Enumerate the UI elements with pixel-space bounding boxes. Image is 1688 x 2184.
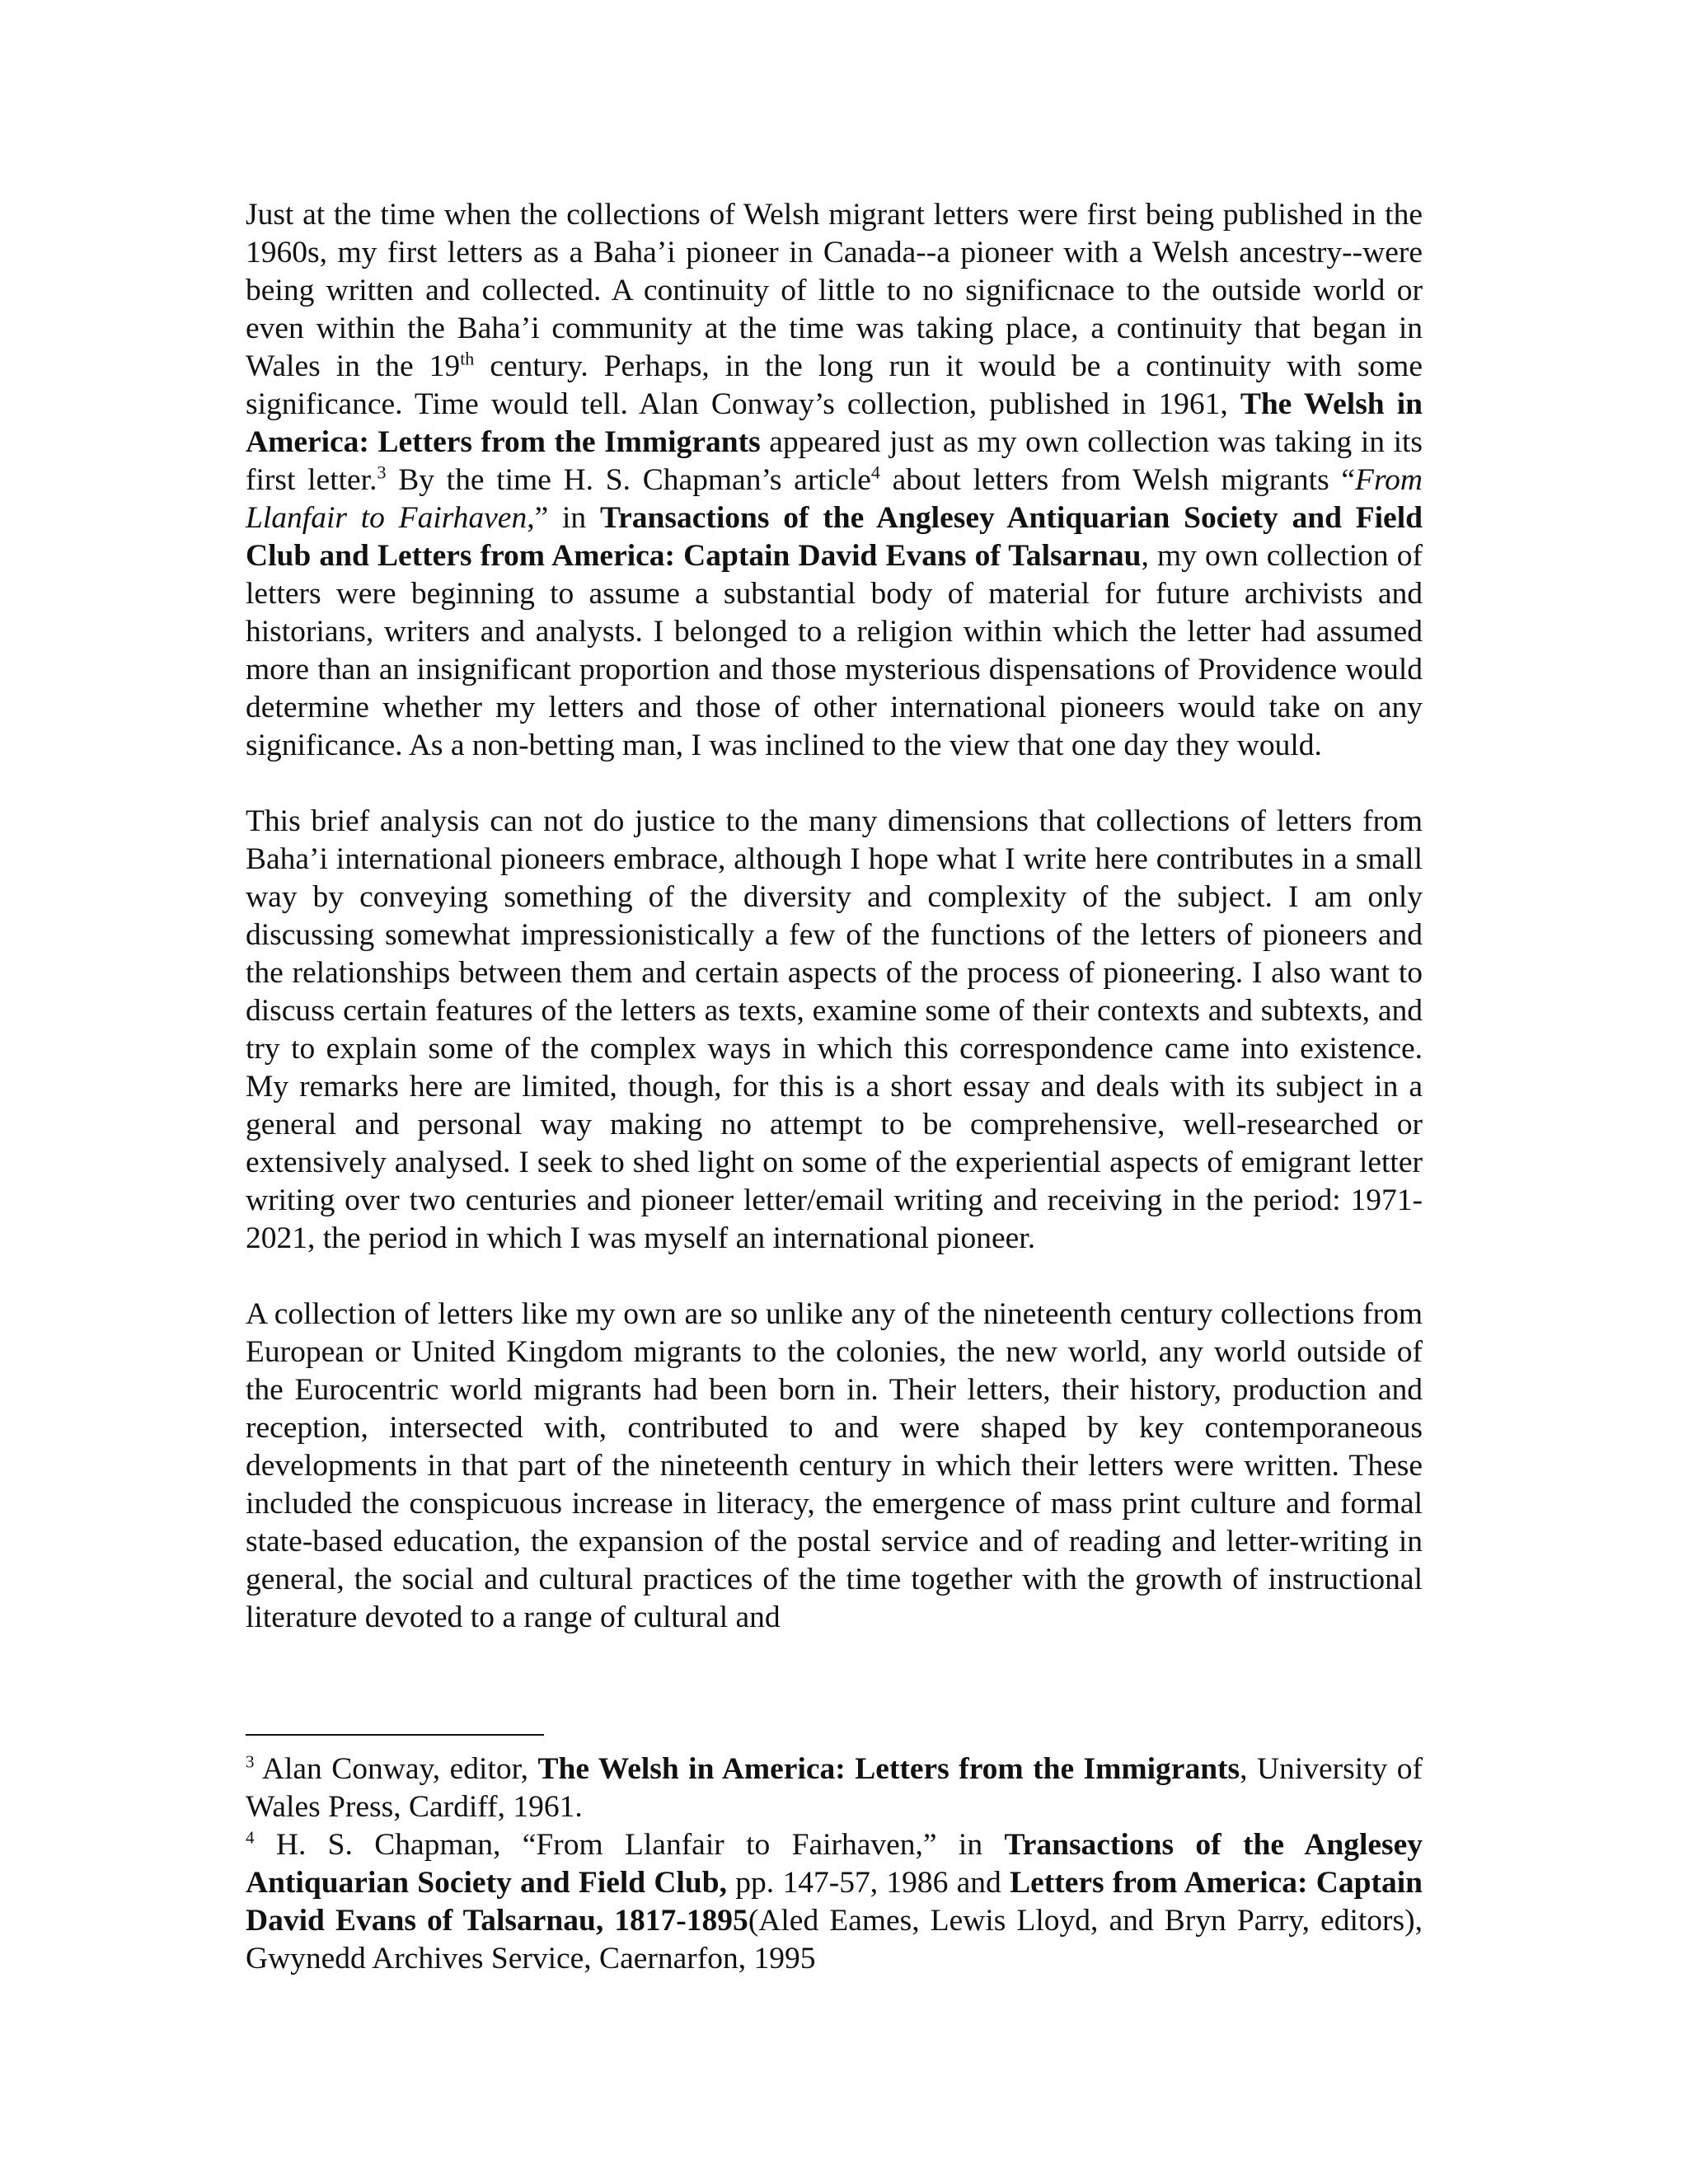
para1-text-7: , my own collection of letters were beginning to assume a substantial body of material for future archivists and historians, writers and analysts. I belonged to a religion within which the letter had assumed more than an insignificant proportion and those mysterious dispensations of Providence would determine whether my letters and those of other international pioneers would take on any significance. As a non-betting man, I was inclined to the view that one day they would. [246, 539, 1423, 762]
para1-text-2: century. Perhaps, in the long run it would be a continuity with some significance. Time would tell. Alan Conway’s collection, published in 1961, [246, 349, 1423, 421]
para1-text-1: Just at the time when the collections of Welsh migrant letters were first being published in the 1960s, my first letters as a Baha’i pioneer in Canada--a pioneer with a Welsh ancestry--were being written and collected. A continuity of little to no significnace to the outside world or even within the Baha’i community at the time was taking place, a continuity that began in Wales in the 19 [246, 198, 1423, 383]
book-title-welsh-in-america: The Welsh in America: Letters from the Immigrants [246, 387, 1423, 459]
para1-text-4: By the time H. S. Chapman’s article [386, 463, 871, 497]
footnotes [246, 1750, 1423, 1978]
para1-text-3: appeared just as my own collection was taking in its first letter. [246, 425, 1423, 497]
footnote-ref-4[interactable]: 4 [870, 462, 880, 483]
para1-text-6: ,” in [527, 501, 600, 535]
page-body [246, 196, 1423, 1637]
superscript-th: th [460, 348, 475, 369]
footnote-4 [246, 1826, 1423, 1978]
paragraph-3: A collection of letters like my own are so unlike any of the nineteenth century collections from European or United Kingdom migrants to the colonies, the new world, any world outside of the Eurocentric world migrants had been born in. Their letters, their history, production and reception, intersected with, contributed to and were shaped by key contemporaneous developments in that part of the nineteenth century in which their letters were written. These included the conspicuous increase in literacy, the emergence of mass print culture and formal state-based education, the expansion of the postal service and of reading and letter-writing in general, the social and cultural practices of the time together with the growth of instructional literature devoted to a range of cultural and [246, 1297, 1423, 1634]
footnote-3-mark: 3 [246, 1751, 255, 1772]
footnote-4-mark: 4 [246, 1827, 255, 1848]
footnote-separator [246, 1734, 544, 1736]
footnote-4-text-2: pp. 147-57, 1986 and [727, 1866, 1010, 1900]
footnote-4-book-title: Letters from America: Captain David Evans of Talsarnau, 1817-1895 [246, 1866, 1423, 1938]
footnote-ref-3[interactable]: 3 [377, 462, 387, 483]
footnote-4-text-1: H. S. Chapman, “From Llanfair to Fairhaven,” in [254, 1828, 1005, 1862]
para1-text-5: about letters from Welsh migrants “ [879, 463, 1356, 497]
footnote-3 [246, 1750, 1423, 1826]
footnote-4-text-3: (Aled Eames, Lewis Lloyd, and Bryn Parry, editors), Gwynedd Archives Service, Caernarfon, 1995 [246, 1904, 1423, 1975]
footnote-3-book-title: The Welsh in America: Letters from the Immigrants [537, 1752, 1240, 1786]
paragraph-1 [246, 196, 1423, 765]
paragraph-2: This brief analysis can not do justice to the many dimensions that collections of letters from Baha’i international pioneers embrace, although I hope what I write here contributes in a small way by conveying something of the diversity and complexity of the subject. I am only discussing somewhat impressionistically a few of the functions of the letters of pioneers and the relationships between them and certain aspects of the process of pioneering. I also want to discuss certain features of the letters as texts, examine some of their contexts and subtexts, and try to explain some of the complex ways in which this correspondence came into existence. My remarks here are limited, though, for this is a short essay and deals with its subject in a general and personal way making no attempt to be comprehensive, well-researched or extensively analysed. I seek to shed light on some of the experiential aspects of emigrant letter writing over two centuries and pioneer letter/email writing and receiving in the period: 1971-2021, the period in which I was myself an international pioneer. [246, 804, 1423, 1255]
footnote-4-journal-title: Transactions of the Anglesey Antiquarian Society and Field Club, [246, 1828, 1423, 1900]
article-title-llanfair: From Llanfair to Fairhaven [246, 463, 1423, 535]
footnote-3-text-2: , University of Wales Press, Cardiff, 1961. [246, 1752, 1423, 1824]
journal-title-transactions: Transactions of the Anglesey Antiquarian Society and Field Club and Letters from America: Captain David Evans of Talsarnau [246, 501, 1423, 573]
footnote-3-text-1: Alan Conway, editor, [254, 1752, 538, 1786]
